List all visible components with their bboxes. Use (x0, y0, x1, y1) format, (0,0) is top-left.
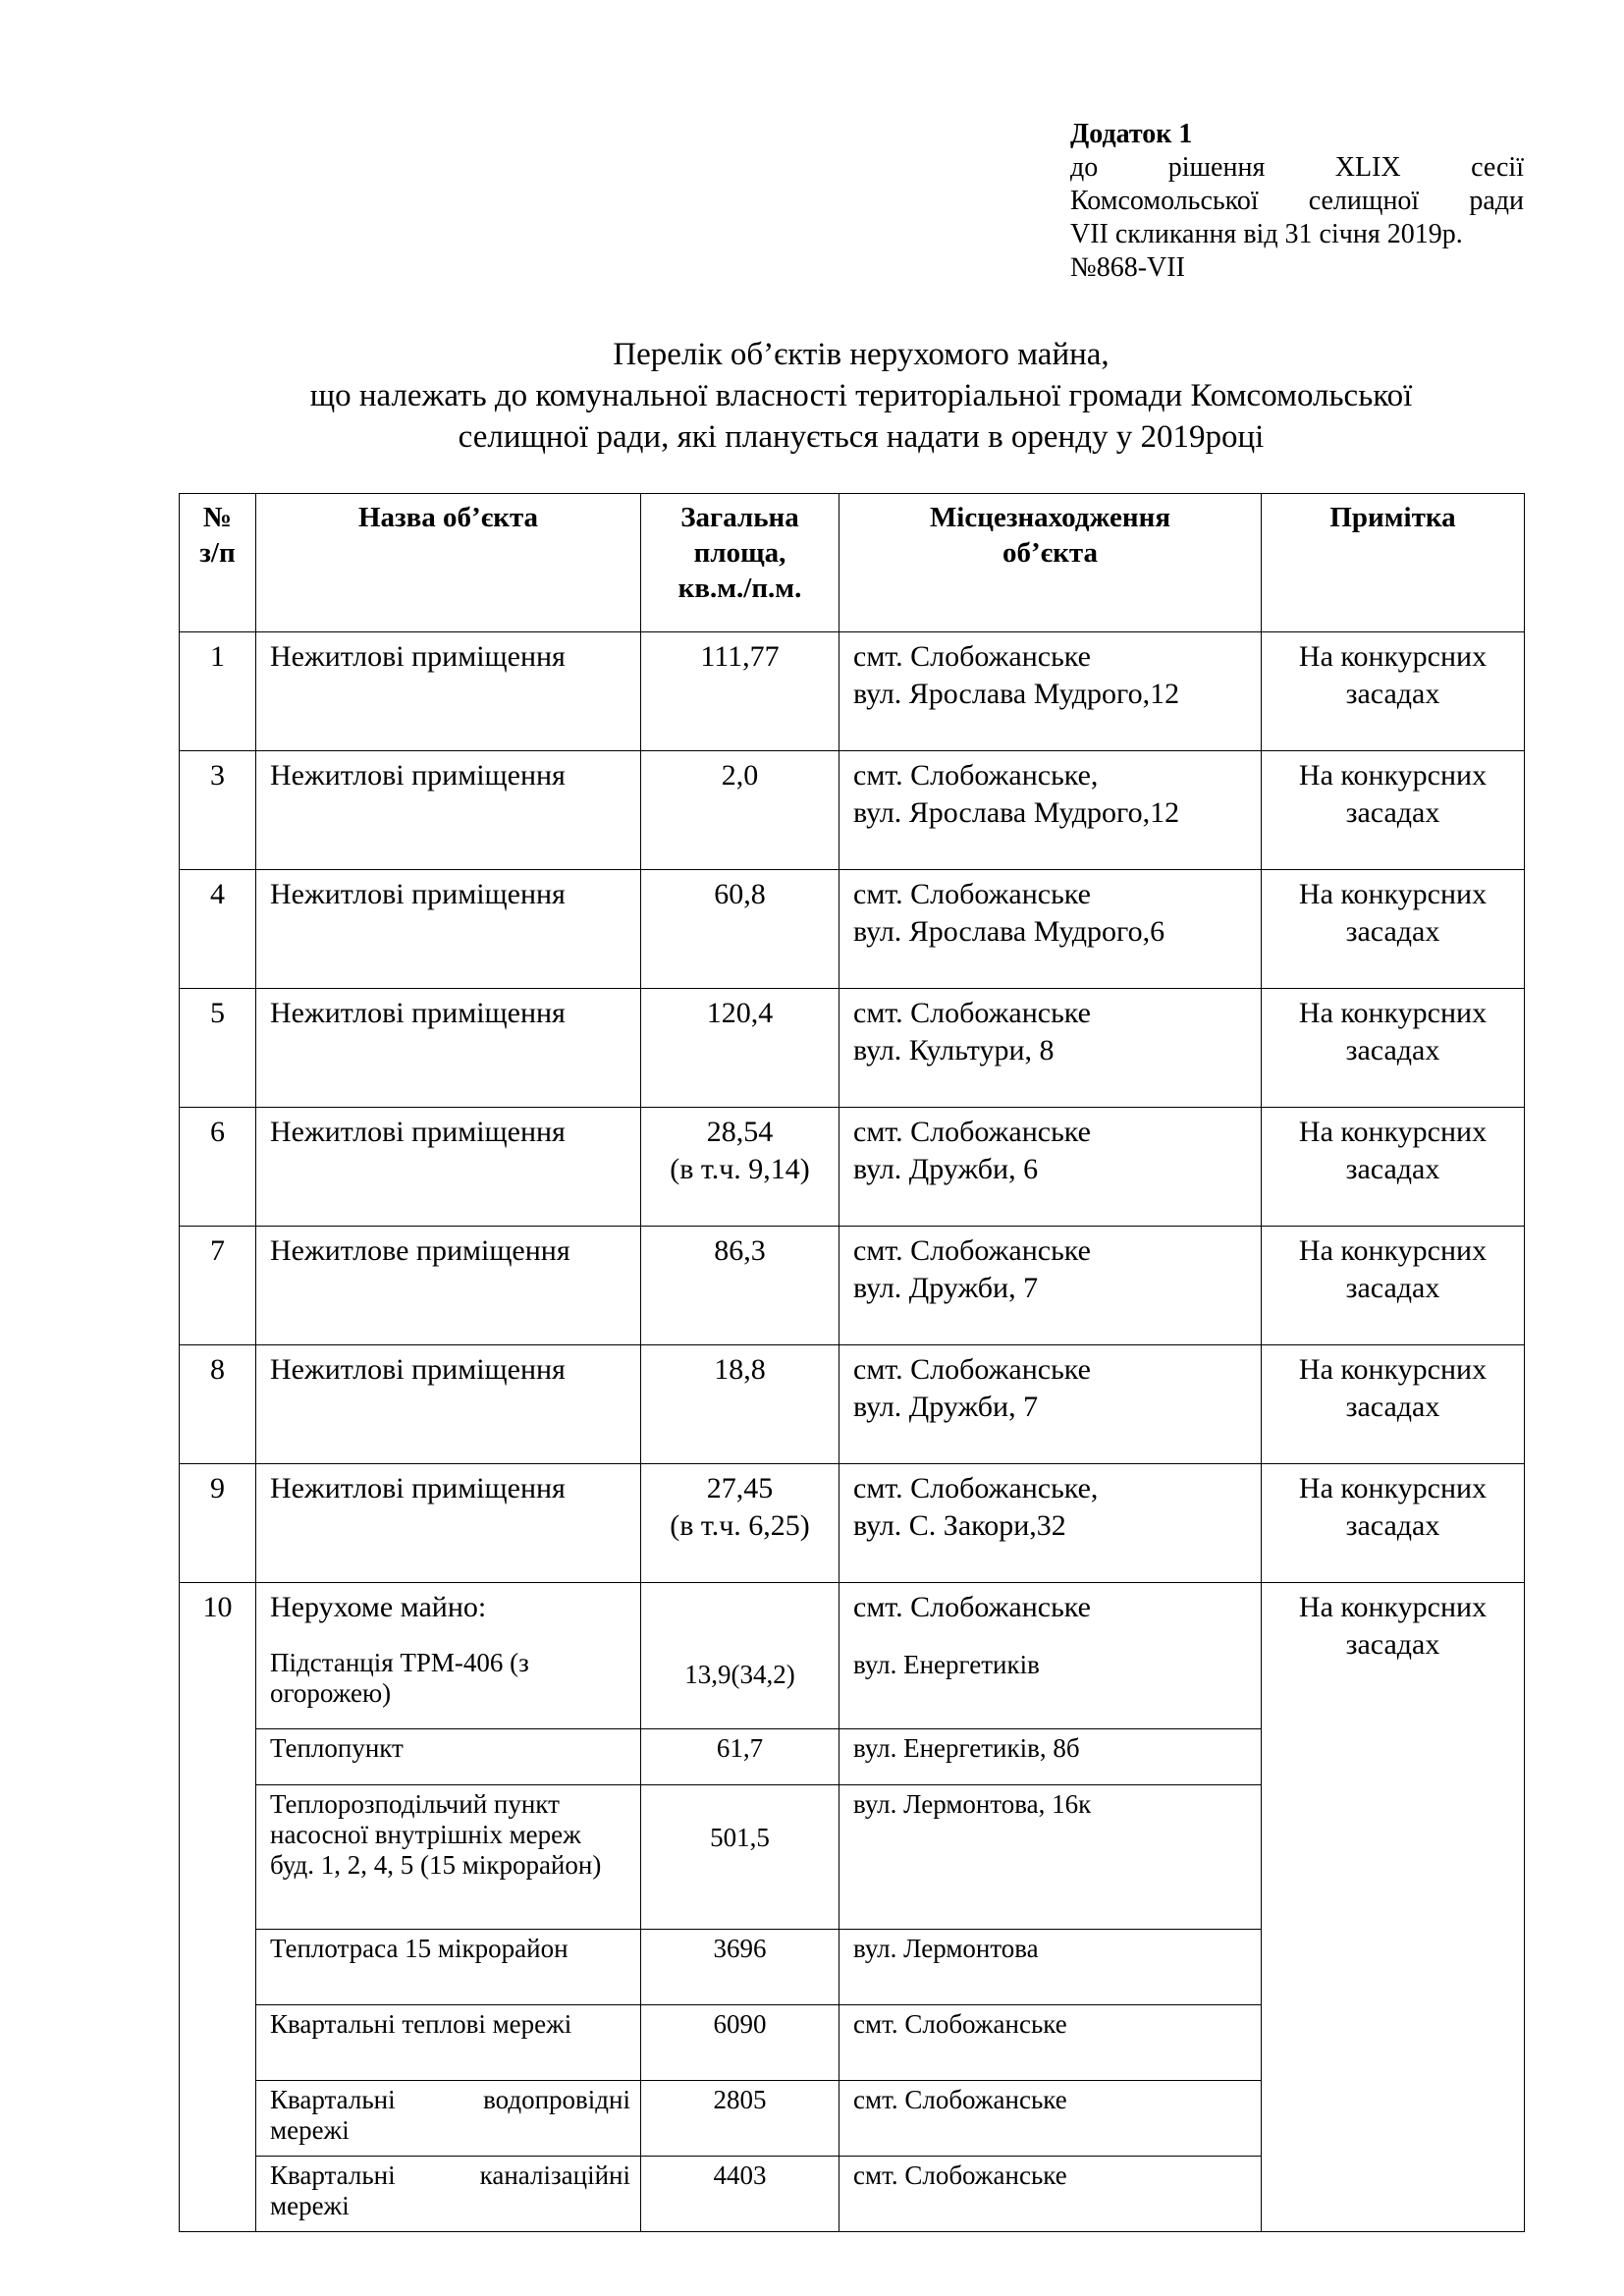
object-location: смт. Слобожанське вул. Ярослава Мудрого,12 (839, 632, 1262, 751)
item-name: Квартальні теплові мережі (256, 2005, 641, 2081)
object-location: смт. Слобожанське вул. Культури, 8 (839, 989, 1262, 1108)
object-location: смт. Слобожанське вул. Дружби, 6 (839, 1108, 1262, 1227)
object-note: На конкурсних засадах (1262, 632, 1525, 751)
item-location: вул. Лермонтова, 16к (839, 1785, 1262, 1930)
row-number: 8 (180, 1345, 256, 1464)
object-area: 501,5 (641, 1785, 839, 1930)
row-number: 1 (180, 632, 256, 751)
item-location: вул. Лермонтова (839, 1930, 1262, 2005)
object-area: 111,77 (641, 632, 839, 751)
object-name: Нежитлові приміщення (256, 989, 641, 1108)
object-area: 86,3 (641, 1227, 839, 1345)
header-location: Місцезнаходження об’єкта (839, 494, 1262, 632)
table-header-row (180, 494, 1525, 632)
object-location (839, 1583, 1262, 1729)
group-location-head: смт. Слобожанське (853, 1591, 1091, 1623)
object-note: На конкурсних засадах (1262, 989, 1525, 1108)
title-line-2: що належать до комунальної власності територіальної громади Комсомольської (309, 378, 1413, 413)
table-row (180, 751, 1525, 870)
object-area: 4403 (641, 2157, 839, 2232)
item-name: Теплотраса 15 мікрорайон (256, 1930, 641, 2005)
object-name: Нежитлові приміщення (256, 1464, 641, 1583)
item-name: Квартальні каналізаційні мережі (256, 2157, 641, 2232)
object-location: смт. Слобожанське, вул. С. Закори,32 (839, 1464, 1262, 1583)
item-name: Теплорозподільчий пункт насосної внутрішніх мереж буд. 1, 2, 4, 5 (15 мікрорайон) (256, 1785, 641, 1930)
table-row (180, 632, 1525, 751)
header-note: Примітка (1262, 494, 1525, 632)
header-num: № з/п (180, 494, 256, 632)
object-location: смт. Слобожанське, вул. Ярослава Мудрого,12 (839, 751, 1262, 870)
table-row (180, 989, 1525, 1108)
object-name: Нежитлові приміщення (256, 632, 641, 751)
row-number: 3 (180, 751, 256, 870)
object-note: На конкурсних засадах (1262, 870, 1525, 989)
appendix-line-1: до рішення XLIX сесії (1070, 152, 1524, 183)
object-area: 27,45 (в т.ч. 6,25) (641, 1464, 839, 1583)
table-row (180, 870, 1525, 989)
object-area: 2805 (641, 2081, 839, 2157)
object-area: 28,54 (в т.ч. 9,14) (641, 1108, 839, 1227)
row-number: 5 (180, 989, 256, 1108)
object-name: Нежитлові приміщення (256, 1108, 641, 1227)
object-area: 6090 (641, 2005, 839, 2081)
row-number: 10 (180, 1583, 256, 2232)
group-title: Нерухоме майно: (270, 1591, 487, 1623)
object-name: Нежитлові приміщення (256, 751, 641, 870)
row-number: 7 (180, 1227, 256, 1345)
appendix-line-2: Комсомольської селищної ради (1070, 186, 1524, 216)
object-name: Нежитлові приміщення (256, 1345, 641, 1464)
document-title (157, 334, 1565, 458)
item-name: Квартальні водопровідні мережі (256, 2081, 641, 2157)
object-area: 3696 (641, 1930, 839, 2005)
object-note: На конкурсних засадах (1262, 1583, 1525, 2232)
table-row (180, 1345, 1525, 1464)
row-number: 4 (180, 870, 256, 989)
property-table (179, 493, 1525, 2232)
appendix-block (1070, 118, 1524, 285)
object-location: смт. Слобожанське вул. Дружби, 7 (839, 1345, 1262, 1464)
item-name: Підстанція ТРМ-406 (з огорожею) (270, 1648, 529, 1708)
object-name: Нежитлове приміщення (256, 1227, 641, 1345)
object-note: На конкурсних засадах (1262, 1227, 1525, 1345)
appendix-line-3: VII скликання від 31 січня 2019р. (1070, 219, 1463, 249)
object-area: 60,8 (641, 870, 839, 989)
header-area: Загальна площа, кв.м./п.м. (641, 494, 839, 632)
appendix-heading: Додаток 1 (1070, 119, 1193, 149)
object-area: 2,0 (641, 751, 839, 870)
item-location: смт. Слобожанське (839, 2081, 1262, 2157)
object-note: На конкурсних засадах (1262, 1345, 1525, 1464)
object-location: смт. Слобожанське вул. Ярослава Мудрого,6 (839, 870, 1262, 989)
object-area: 61,7 (641, 1729, 839, 1785)
object-note: На конкурсних засадах (1262, 751, 1525, 870)
table-row (180, 1227, 1525, 1345)
item-location: вул. Енергетиків, 8б (839, 1729, 1262, 1785)
object-area: 13,9(34,2) (641, 1583, 839, 1729)
title-line-3: селищної ради, які планується надати в оренду у 2019році (458, 419, 1265, 455)
table-row (180, 1464, 1525, 1583)
row-number: 9 (180, 1464, 256, 1583)
object-area: 18,8 (641, 1345, 839, 1464)
item-location: смт. Слобожанське (839, 2157, 1262, 2232)
item-location: вул. Енергетиків (853, 1650, 1040, 1679)
object-name (256, 1583, 641, 1729)
item-location: смт. Слобожанське (839, 2005, 1262, 2081)
row-number: 6 (180, 1108, 256, 1227)
object-location: смт. Слобожанське вул. Дружби, 7 (839, 1227, 1262, 1345)
title-line-1: Перелік об’єктів нерухомого майна, (613, 337, 1110, 372)
item-name: Теплопункт (256, 1729, 641, 1785)
object-name: Нежитлові приміщення (256, 870, 641, 989)
appendix-line-4: №868-VII (1070, 252, 1185, 283)
object-area: 120,4 (641, 989, 839, 1108)
header-name: Назва об’єкта (256, 494, 641, 632)
object-note: На конкурсних засадах (1262, 1464, 1525, 1583)
group-item-row (180, 1583, 1525, 1729)
table-row (180, 1108, 1525, 1227)
object-note: На конкурсних засадах (1262, 1108, 1525, 1227)
